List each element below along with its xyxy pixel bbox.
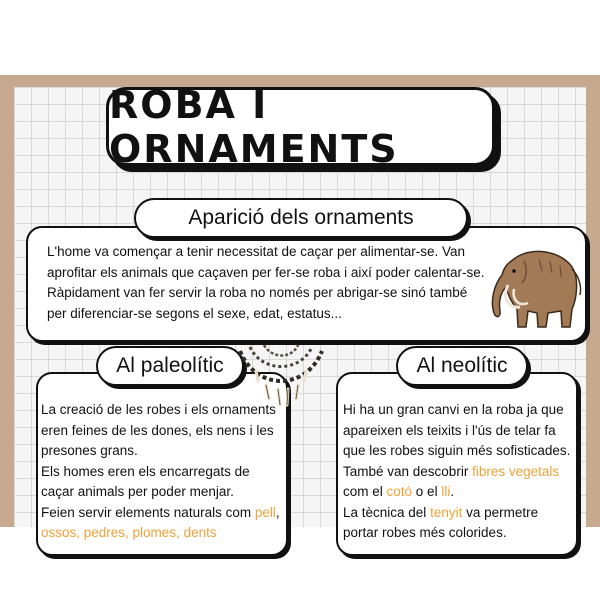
neolithic-p1-text: Hi ha un gran canvi en la roba ja que apareixen els teixits i l'ús de telar fa que les robes siguin més sofisticades. També van descobrir xyxy=(343,402,571,479)
highlight-coto: cotó xyxy=(386,484,413,499)
neolithic-heading-label: Al neolític xyxy=(416,354,508,377)
paleolithic-heading-label: Al paleolític xyxy=(116,354,224,377)
poster-frame xyxy=(0,75,600,540)
neolithic-p2-text: La tècnica del xyxy=(343,504,431,520)
mammoth-illustration xyxy=(484,239,584,334)
neolithic-p1-end: . xyxy=(450,484,455,499)
highlight-tenyit: tenyit xyxy=(430,504,463,520)
paleolithic-text xyxy=(41,400,281,544)
intro-text: L'home va començar a tenir necessitat de caçar per alimentar-se. Van aprofitar els animals que caçaven per fer-se roba i així poder calentar-se. Ràpidament van fer servir la roba no només per abrigar-se sinó també per diferenciar-se segons el sexe, edat, estatus... xyxy=(47,244,485,321)
paleolithic-p3-sep: , xyxy=(275,504,280,520)
neolithic-p2-post: va permetre portar robes més colorides. xyxy=(343,504,539,540)
paleolithic-paragraph-3 xyxy=(41,503,281,544)
bone-necklace-illustration xyxy=(236,337,326,417)
highlight-lli: lli xyxy=(441,484,451,499)
neolithic-paragraph-1 xyxy=(343,400,573,503)
paleolithic-heading xyxy=(96,346,244,386)
grid-paper xyxy=(14,82,586,540)
neolithic-text xyxy=(343,400,573,544)
page-title: ROBA I ORNAMENTS xyxy=(109,82,399,171)
paleolithic-paragraph-2: Els homes eren els encarregats de caçar animals per poder menjar. xyxy=(41,463,250,499)
neolithic-p1-mid: com el xyxy=(343,484,387,499)
highlight-materials: ossos, pedres, plomes, dents xyxy=(41,525,217,540)
highlight-pell: pell xyxy=(254,504,276,520)
neolithic-paragraph-2 xyxy=(343,503,573,544)
highlight-fibres: fibres vegetals xyxy=(472,463,560,479)
title-box xyxy=(106,82,495,171)
paleolithic-p3-text: Feien servir elements naturals com xyxy=(41,504,255,520)
neolithic-heading xyxy=(396,346,528,386)
intro-heading-label: Aparició dels ornaments xyxy=(188,206,414,229)
intro-heading xyxy=(134,198,468,238)
paleolithic-paragraph-1: La creació de les robes i els ornaments eren feines de les dones, els nens i les presones grans. xyxy=(41,402,276,458)
neolithic-p1-mid2: o el xyxy=(412,484,442,499)
